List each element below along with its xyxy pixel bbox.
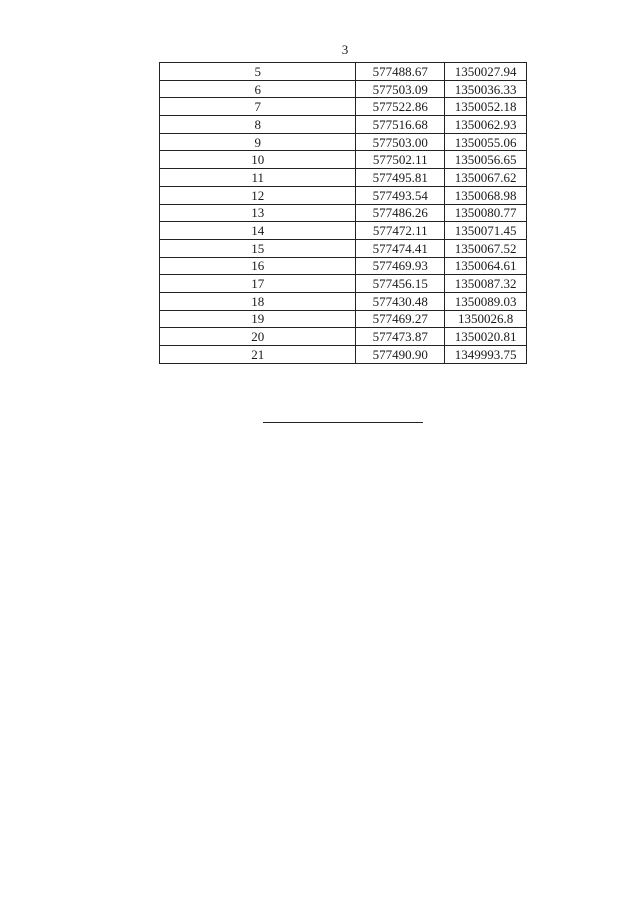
x-coordinate-cell: 577495.81 — [356, 169, 445, 187]
table-row — [160, 63, 527, 81]
point-number-cell: 21 — [160, 346, 356, 364]
y-coordinate-cell: 1350087.32 — [445, 275, 527, 293]
y-coordinate-cell: 1350062.93 — [445, 116, 527, 134]
y-coordinate-cell: 1350052.18 — [445, 98, 527, 116]
x-coordinate-cell: 577488.67 — [356, 63, 445, 81]
x-coordinate-cell: 577503.00 — [356, 133, 445, 151]
table-row — [160, 346, 527, 364]
y-coordinate-cell: 1350071.45 — [445, 222, 527, 240]
table-row — [160, 239, 527, 257]
point-number-cell: 5 — [160, 63, 356, 81]
table-row — [160, 275, 527, 293]
y-coordinate-cell: 1350068.98 — [445, 186, 527, 204]
point-number-cell: 15 — [160, 239, 356, 257]
y-coordinate-cell: 1350027.94 — [445, 63, 527, 81]
table-row — [160, 292, 527, 310]
table-row — [160, 222, 527, 240]
point-number-cell: 16 — [160, 257, 356, 275]
x-coordinate-cell: 577474.41 — [356, 239, 445, 257]
x-coordinate-cell: 577469.27 — [356, 310, 445, 328]
table-row — [160, 116, 527, 134]
table-row — [160, 80, 527, 98]
table-row — [160, 204, 527, 222]
table-row — [160, 169, 527, 187]
point-number-cell: 17 — [160, 275, 356, 293]
table-row — [160, 328, 527, 346]
point-number-cell: 13 — [160, 204, 356, 222]
y-coordinate-cell: 1350080.77 — [445, 204, 527, 222]
y-coordinate-cell: 1350067.62 — [445, 169, 527, 187]
x-coordinate-cell: 577503.09 — [356, 80, 445, 98]
x-coordinate-cell: 577502.11 — [356, 151, 445, 169]
end-divider-line — [263, 422, 423, 423]
table-row — [160, 151, 527, 169]
y-coordinate-cell: 1350089.03 — [445, 292, 527, 310]
point-number-cell: 8 — [160, 116, 356, 134]
point-number-cell: 14 — [160, 222, 356, 240]
y-coordinate-cell: 1350064.61 — [445, 257, 527, 275]
x-coordinate-cell: 577472.11 — [356, 222, 445, 240]
point-number-cell: 10 — [160, 151, 356, 169]
x-coordinate-cell: 577486.26 — [356, 204, 445, 222]
x-coordinate-cell: 577456.15 — [356, 275, 445, 293]
point-number-cell: 20 — [160, 328, 356, 346]
y-coordinate-cell: 1350036.33 — [445, 80, 527, 98]
x-coordinate-cell: 577473.87 — [356, 328, 445, 346]
coordinates-table — [159, 62, 527, 364]
table-row — [160, 310, 527, 328]
y-coordinate-cell: 1349993.75 — [445, 346, 527, 364]
y-coordinate-cell: 1350055.06 — [445, 133, 527, 151]
coordinates-table-body — [160, 63, 527, 364]
y-coordinate-cell: 1350056.65 — [445, 151, 527, 169]
x-coordinate-cell: 577490.90 — [356, 346, 445, 364]
table-row — [160, 133, 527, 151]
x-coordinate-cell: 577493.54 — [356, 186, 445, 204]
point-number-cell: 7 — [160, 98, 356, 116]
point-number-cell: 9 — [160, 133, 356, 151]
y-coordinate-cell: 1350067.52 — [445, 239, 527, 257]
x-coordinate-cell: 577516.68 — [356, 116, 445, 134]
page-number: 3 — [341, 42, 349, 57]
y-coordinate-cell: 1350026.8 — [445, 310, 527, 328]
table-row — [160, 257, 527, 275]
point-number-cell: 12 — [160, 186, 356, 204]
x-coordinate-cell: 577522.86 — [356, 98, 445, 116]
x-coordinate-cell: 577469.93 — [356, 257, 445, 275]
point-number-cell: 6 — [160, 80, 356, 98]
point-number-cell: 11 — [160, 169, 356, 187]
point-number-cell: 19 — [160, 310, 356, 328]
table-row — [160, 186, 527, 204]
x-coordinate-cell: 577430.48 — [356, 292, 445, 310]
point-number-cell: 18 — [160, 292, 356, 310]
y-coordinate-cell: 1350020.81 — [445, 328, 527, 346]
table-row — [160, 98, 527, 116]
